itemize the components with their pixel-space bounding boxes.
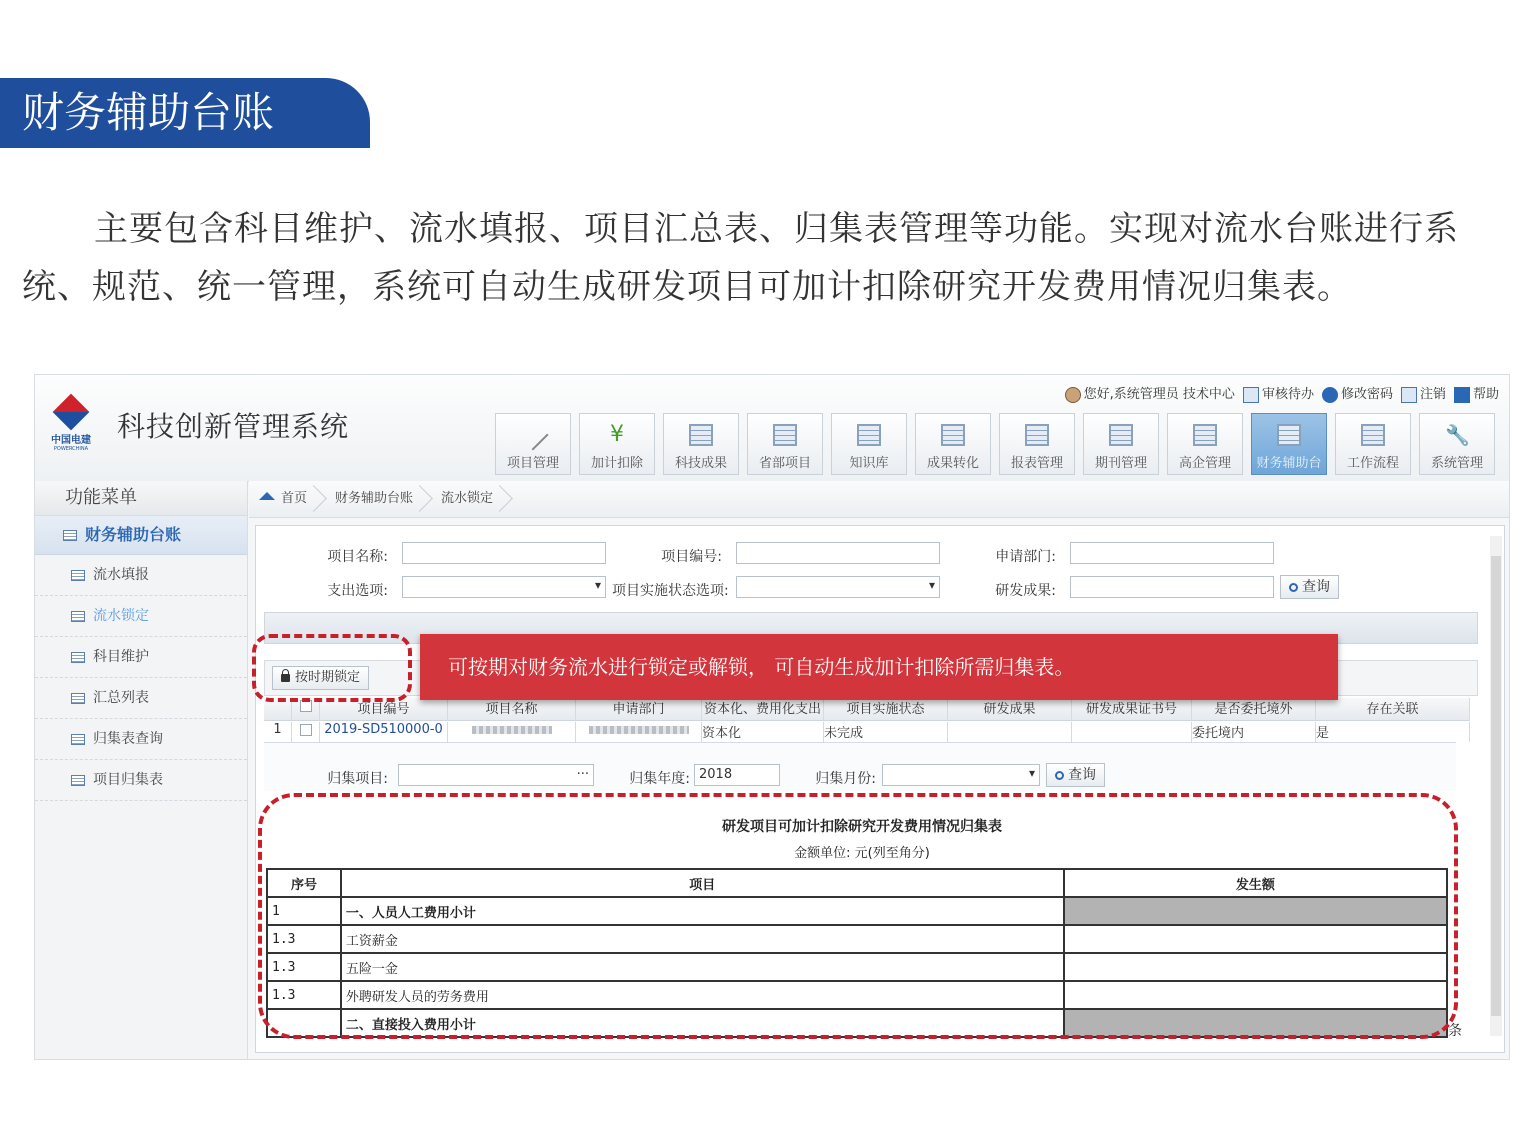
report-row-no: 1.3 bbox=[267, 925, 341, 953]
report-col-amount: 发生额 bbox=[1064, 869, 1447, 897]
module-system-management[interactable]: 🔧 系统管理 bbox=[1419, 413, 1495, 475]
report-row-no: 1.3 bbox=[267, 953, 341, 981]
pager-suffix: 条 bbox=[1448, 1023, 1462, 1039]
breadcrumb-current: 流水锁定 bbox=[431, 481, 511, 517]
yen-icon: ¥ bbox=[610, 422, 624, 447]
row-result bbox=[948, 722, 1072, 742]
pen-icon bbox=[517, 419, 548, 450]
redacted-text bbox=[472, 726, 552, 734]
sidebar bbox=[35, 481, 248, 1060]
col-related[interactable]: 存在关联 bbox=[1316, 698, 1470, 720]
intro-line-1: 主要包含科目维护、流水填报、项目汇总表、归集表管理等功能。实现对流水台账进行系 bbox=[94, 209, 1459, 249]
col-result[interactable]: 研发成果 bbox=[948, 698, 1072, 720]
intro-line-2: 统、规范、统一管理，系统可自动生成研发项目可加计扣除研究开发费用情况归集表。 bbox=[22, 267, 1352, 307]
report-row-no: 1.3 bbox=[267, 981, 341, 1009]
link-help[interactable]: 帮助 bbox=[1454, 383, 1499, 403]
report-unit: 金额单位: 元(列至角分) bbox=[794, 846, 930, 861]
highlight-lock-button bbox=[252, 634, 412, 702]
collect-month-label: 归集月份: bbox=[815, 771, 876, 787]
module-nav bbox=[495, 413, 1495, 475]
project-name-label: 项目名称: bbox=[327, 549, 388, 565]
report-row-item: 一、人员人工费用小计 bbox=[341, 897, 1064, 925]
gear-icon bbox=[1322, 387, 1338, 403]
home-icon bbox=[259, 492, 275, 500]
table-icon bbox=[71, 570, 85, 581]
status-select[interactable] bbox=[736, 576, 940, 598]
table-icon bbox=[689, 424, 713, 446]
project-name-input[interactable] bbox=[402, 542, 606, 564]
app-header bbox=[35, 375, 1509, 482]
col-certificate[interactable]: 研发成果证书号 bbox=[1072, 698, 1192, 720]
checkbox[interactable] bbox=[300, 724, 312, 736]
result-input[interactable] bbox=[1070, 576, 1274, 598]
row-project-no[interactable]: 2019-SD510000-0 bbox=[320, 722, 448, 742]
sidebar-group-finance[interactable]: 财务辅助台账 bbox=[35, 516, 247, 555]
col-status[interactable]: 项目实施状态 bbox=[824, 698, 948, 720]
intro-paragraph bbox=[22, 200, 1522, 316]
help-icon bbox=[1454, 387, 1470, 403]
row-dept bbox=[576, 722, 702, 742]
user-greeting: 您好,系统管理员 技术中心 bbox=[1065, 383, 1235, 403]
lock-by-period-button[interactable]: 按时期锁定 bbox=[272, 666, 369, 690]
table-icon bbox=[71, 693, 85, 704]
breadcrumb-finance[interactable]: 财务辅助台账 bbox=[325, 481, 431, 517]
table-icon bbox=[71, 775, 85, 786]
table-icon bbox=[857, 424, 881, 446]
report-row-item: 工资薪金 bbox=[341, 925, 1064, 953]
row-certificate bbox=[1072, 722, 1192, 742]
module-workflow[interactable]: 工作流程 bbox=[1335, 413, 1411, 475]
module-high-tech[interactable]: 高企管理 bbox=[1167, 413, 1243, 475]
table-icon bbox=[1193, 424, 1217, 446]
row-index: 1 bbox=[264, 722, 292, 742]
col-project-name[interactable]: 项目名称 bbox=[448, 698, 576, 720]
search-icon bbox=[1055, 771, 1064, 780]
report-row-no: 1 bbox=[267, 897, 341, 925]
report-row-item: 五险一金 bbox=[341, 953, 1064, 981]
app-title: 科技创新管理系统 bbox=[117, 410, 350, 443]
table-icon bbox=[1025, 424, 1049, 446]
row-expense-type: 资本化 bbox=[702, 722, 824, 742]
col-project-no[interactable]: 项目编号 bbox=[320, 698, 448, 720]
search-icon bbox=[1289, 583, 1298, 592]
module-ministry-projects[interactable]: 省部项目 bbox=[747, 413, 823, 475]
collect-item-input[interactable]: ··· bbox=[398, 764, 594, 786]
link-change-password[interactable]: 修改密码 bbox=[1322, 383, 1393, 403]
grid-header bbox=[264, 698, 1470, 721]
report-row-item: 二、直接投入费用小计 bbox=[341, 1009, 1064, 1037]
collect-year-input[interactable]: 2018 bbox=[694, 764, 780, 786]
user-icon bbox=[1065, 387, 1081, 403]
logo-text-en: POWERCHINA bbox=[53, 446, 89, 452]
collect-item-label: 归集项目: bbox=[327, 771, 388, 787]
project-no-input[interactable] bbox=[736, 542, 940, 564]
row-checkbox[interactable] bbox=[292, 722, 320, 742]
table-row[interactable] bbox=[264, 722, 1470, 742]
vertical-scrollbar[interactable] bbox=[1490, 536, 1502, 1036]
user-bar bbox=[1065, 383, 1499, 403]
breadcrumb bbox=[249, 481, 1510, 518]
scrollbar-thumb[interactable] bbox=[1491, 556, 1501, 1016]
dept-label: 申请部门: bbox=[995, 549, 1056, 565]
row-project-name bbox=[448, 722, 576, 742]
collect-year-label: 归集年度: bbox=[629, 771, 690, 787]
dept-input[interactable] bbox=[1070, 542, 1274, 564]
annotation-callout: 可按期对财务流水进行锁定或解锁， 可自动生成加计扣除所需归集表。 bbox=[420, 634, 1338, 700]
col-expense-type[interactable]: 资本化、费用化支出 bbox=[702, 698, 824, 720]
redacted-text bbox=[589, 726, 689, 734]
report-title: 研发项目可加计扣除研究开发费用情况归集表 bbox=[722, 819, 1002, 835]
table-icon bbox=[1361, 424, 1385, 446]
module-result-transfer[interactable]: 成果转化 bbox=[915, 413, 991, 475]
powerchina-logo bbox=[45, 395, 97, 455]
breadcrumb-home[interactable]: 首页 bbox=[249, 481, 325, 517]
module-knowledge-base[interactable]: 知识库 bbox=[831, 413, 907, 475]
collect-search-button[interactable]: 查询 bbox=[1046, 763, 1105, 787]
table-icon bbox=[71, 734, 85, 745]
sidebar-item-summary-list[interactable]: 汇总列表 bbox=[35, 678, 247, 719]
status-label: 项目实施状态选项: bbox=[612, 583, 729, 599]
table-icon bbox=[63, 530, 77, 541]
module-finance-ledger[interactable]: 财务辅助台 bbox=[1251, 413, 1327, 475]
module-journals[interactable]: 期刊管理 bbox=[1083, 413, 1159, 475]
col-entrusted[interactable]: 是否委托境外 bbox=[1192, 698, 1316, 720]
module-tech-results[interactable]: 科技成果 bbox=[663, 413, 739, 475]
report-col-item: 项目 bbox=[341, 869, 1064, 897]
wrench-icon: 🔧 bbox=[1445, 423, 1470, 447]
search-button[interactable]: 查询 bbox=[1280, 575, 1339, 599]
report-col-no: 序号 bbox=[267, 869, 341, 897]
col-dept[interactable]: 申请部门 bbox=[576, 698, 702, 720]
logo-mark-icon bbox=[53, 394, 90, 431]
logout-icon bbox=[1401, 387, 1417, 403]
page-heading-banner bbox=[0, 78, 370, 148]
logo-text-cn: 中国电建 bbox=[51, 435, 91, 446]
sidebar-item-project-collection[interactable]: 项目归集表 bbox=[35, 760, 247, 801]
row-status: 未完成 bbox=[824, 722, 948, 742]
report-row-item: 外聘研发人员的劳务费用 bbox=[341, 981, 1064, 1009]
row-related: 是 bbox=[1316, 722, 1470, 742]
sidebar-item-flow-lock[interactable]: 流水锁定 bbox=[35, 596, 247, 637]
table-icon bbox=[941, 424, 965, 446]
page-heading: 财务辅助台账 bbox=[22, 88, 275, 137]
module-reports[interactable]: 报表管理 bbox=[999, 413, 1075, 475]
sidebar-item-flow-entry[interactable]: 流水填报 bbox=[35, 555, 247, 596]
module-deduction[interactable]: ¥ 加计扣除 bbox=[579, 413, 655, 475]
table-icon bbox=[71, 611, 85, 622]
link-logout[interactable]: 注销 bbox=[1401, 383, 1446, 403]
expense-label: 支出选项: bbox=[327, 583, 388, 599]
sidebar-item-subject-maintenance[interactable]: 科目维护 bbox=[35, 637, 247, 678]
expense-select[interactable] bbox=[402, 576, 606, 598]
collect-month-select[interactable] bbox=[882, 764, 1040, 786]
table-icon bbox=[1109, 424, 1133, 446]
row-entrusted: 委托境内 bbox=[1192, 722, 1316, 742]
module-project-management[interactable]: 项目管理 bbox=[495, 413, 571, 475]
sidebar-item-collection-query[interactable]: 归集表查询 bbox=[35, 719, 247, 760]
highlight-report bbox=[258, 793, 1458, 1039]
link-pending-review[interactable]: 审核待办 bbox=[1243, 383, 1314, 403]
project-no-label: 项目编号: bbox=[661, 549, 722, 565]
table-icon bbox=[773, 424, 797, 446]
todo-icon bbox=[1243, 387, 1259, 403]
sidebar-title: 功能菜单 bbox=[35, 481, 247, 516]
table-icon bbox=[1277, 424, 1301, 446]
table-icon bbox=[71, 652, 85, 663]
result-label: 研发成果: bbox=[995, 583, 1056, 599]
